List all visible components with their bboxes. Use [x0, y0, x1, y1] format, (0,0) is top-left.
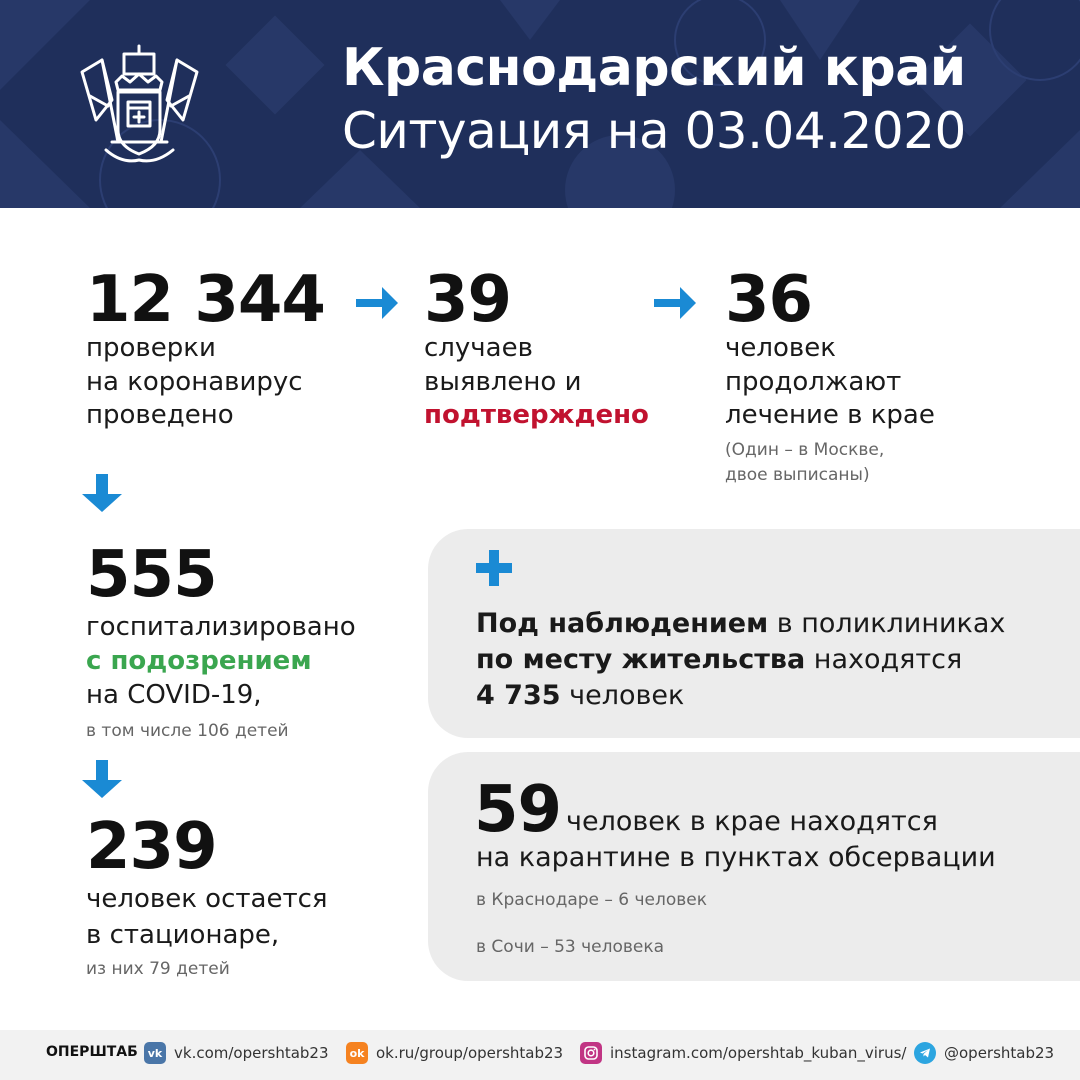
footer-link-text: ok.ru/group/opershtab23 [376, 1044, 564, 1062]
quarantine-krasnodar-note: в Краснодаре – 6 человек [476, 890, 708, 910]
page-subtitle-date: Ситуация на 03.04.2020 [342, 102, 966, 160]
arrow-down-icon [82, 474, 122, 512]
quarantine-count: 59 [474, 773, 562, 847]
tests-label-line-1: проверки [86, 333, 216, 363]
hospitalized-suspected-highlight: с подозрением [86, 646, 312, 676]
observation-line-3: 4 735 человек [476, 680, 685, 711]
arrow-down-icon [82, 760, 122, 798]
treatment-label-line-3: лечение в крае [725, 400, 935, 430]
inpatient-children-note: из них 79 детей [86, 959, 230, 979]
treatment-label-line-1: человек [725, 333, 836, 363]
tests-label-line-3: проведено [86, 400, 234, 430]
hospitalized-label-line-1: госпитализировано [86, 612, 356, 642]
tests-label-line-2: на коронавирус [86, 367, 303, 397]
footer-link-vk[interactable] [144, 1042, 329, 1064]
treatment-count: 36 [725, 263, 813, 337]
footer-link-telegram[interactable] [914, 1042, 1054, 1064]
quarantine-line-2: на карантине в пунктах обсервации [476, 842, 996, 873]
observation-line-1: Под наблюдением в поликлиниках [476, 608, 1006, 639]
vk-icon: vk [144, 1042, 166, 1064]
cases-count: 39 [424, 263, 512, 337]
page-title: Краснодарский край [342, 38, 966, 98]
footer-link-text: @opershtab23 [944, 1044, 1055, 1062]
footer-link-instagram[interactable] [580, 1042, 906, 1064]
inpatient-label-line-1: человек остается [86, 884, 328, 914]
inpatient-count: 239 [86, 810, 217, 884]
footer-link-ok[interactable] [346, 1042, 563, 1064]
hospitalized-children-note: в том числе 106 детей [86, 721, 289, 741]
hospitalized-count: 555 [86, 538, 217, 612]
treatment-note-line-2: двое выписаны) [725, 465, 870, 485]
footer-label: ОПЕРШТАБ [46, 1044, 138, 1060]
inpatient-label-line-2: в стационаре, [86, 920, 280, 950]
footer-bar [0, 1030, 1080, 1080]
observation-line-2: по месту жительства находятся [476, 644, 963, 675]
quarantine-line-1: человек в крае находятся [566, 806, 938, 837]
tests-count: 12 344 [86, 263, 325, 337]
ok-icon: ok [346, 1042, 368, 1064]
cases-label-line-2: выявлено и [424, 367, 582, 397]
treatment-note-line-1: (Один – в Москве, [725, 440, 885, 460]
krasnodar-coat-of-arms-icon [72, 42, 207, 167]
footer-link-text: instagram.com/opershtab_kuban_virus/ [610, 1044, 907, 1062]
cases-confirmed-highlight: подтверждено [424, 400, 649, 430]
cases-label-line-1: случаев [424, 333, 533, 363]
plus-icon [476, 550, 512, 586]
telegram-icon [914, 1042, 936, 1064]
treatment-label-line-2: продолжают [725, 367, 902, 397]
hospitalized-label-line-3: на COVID-19, [86, 680, 262, 710]
arrow-right-icon [654, 285, 696, 321]
arrow-right-icon [356, 285, 398, 321]
quarantine-sochi-note: в Сочи – 53 человека [476, 937, 665, 957]
instagram-icon [580, 1042, 602, 1064]
footer-link-text: vk.com/opershtab23 [174, 1044, 329, 1062]
header-banner [0, 0, 1080, 208]
